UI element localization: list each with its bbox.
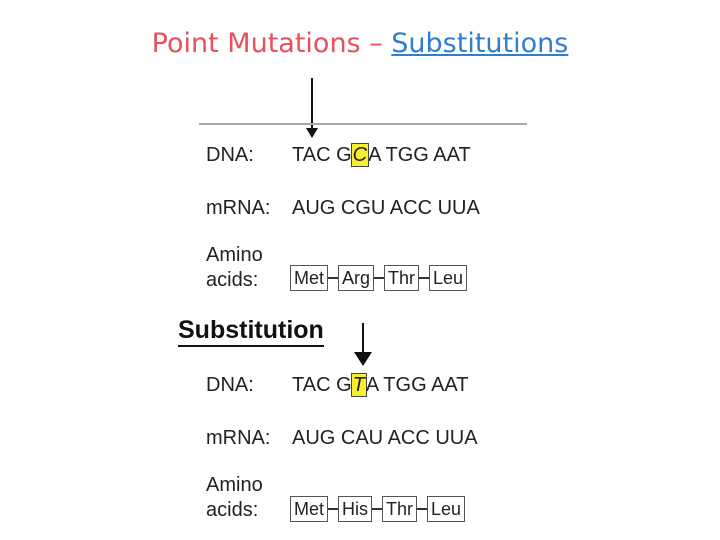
amino-acid-box: Thr [382,496,417,522]
mutated-base-highlight: C [352,144,368,166]
amino-acid-box: Arg [338,265,374,291]
amino-acid-box: Met [290,496,328,522]
dna-label: DNA: [206,374,254,396]
amino-acid-chain-mutated [290,496,465,522]
amino-label-line1: Amino [206,244,263,266]
dna-seq-end: A TGG AAT [365,374,469,396]
slide-title [0,28,720,59]
dna-label: DNA: [206,144,254,166]
title-main: Point Mutations – [151,28,392,59]
amino-acid-box: Thr [384,265,419,291]
dna-seq-end: A TGG AAT [368,144,471,166]
arrowhead-top-icon [306,128,318,138]
substitution-heading: Substitution [178,315,324,347]
mrna-sequence-mutated: AUG CAU ACC UUA [292,427,478,449]
mutated-base-highlight: T [352,374,365,396]
amino-label-line2: acids: [206,269,259,291]
peptide-bond [374,277,384,279]
dna-sequence [292,144,471,166]
amino-label-line2: acids: [206,499,259,521]
amino-acid-box: Leu [427,496,465,522]
amino-acid-box: His [338,496,372,522]
amino-acid-box: Met [290,265,328,291]
dna-seq-start: TAC G [292,144,352,166]
peptide-bond [372,508,382,510]
mrna-label: mRNA: [206,427,271,449]
amino-label-line1: Amino [206,474,263,496]
divider-line [199,123,527,125]
peptide-bond [328,277,338,279]
amino-acid-box: Leu [429,265,467,291]
peptide-bond [328,508,338,510]
arrowhead-substitution-icon [354,352,372,366]
pointer-arrow-substitution [362,323,364,353]
amino-acid-chain [290,265,467,291]
peptide-bond [417,508,427,510]
mrna-label: mRNA: [206,197,271,219]
peptide-bond [419,277,429,279]
title-link[interactable]: Substitutions [391,28,569,59]
dna-sequence-mutated [292,374,469,396]
mrna-sequence: AUG CGU ACC UUA [292,197,480,219]
dna-seq-start: TAC G [292,374,352,396]
